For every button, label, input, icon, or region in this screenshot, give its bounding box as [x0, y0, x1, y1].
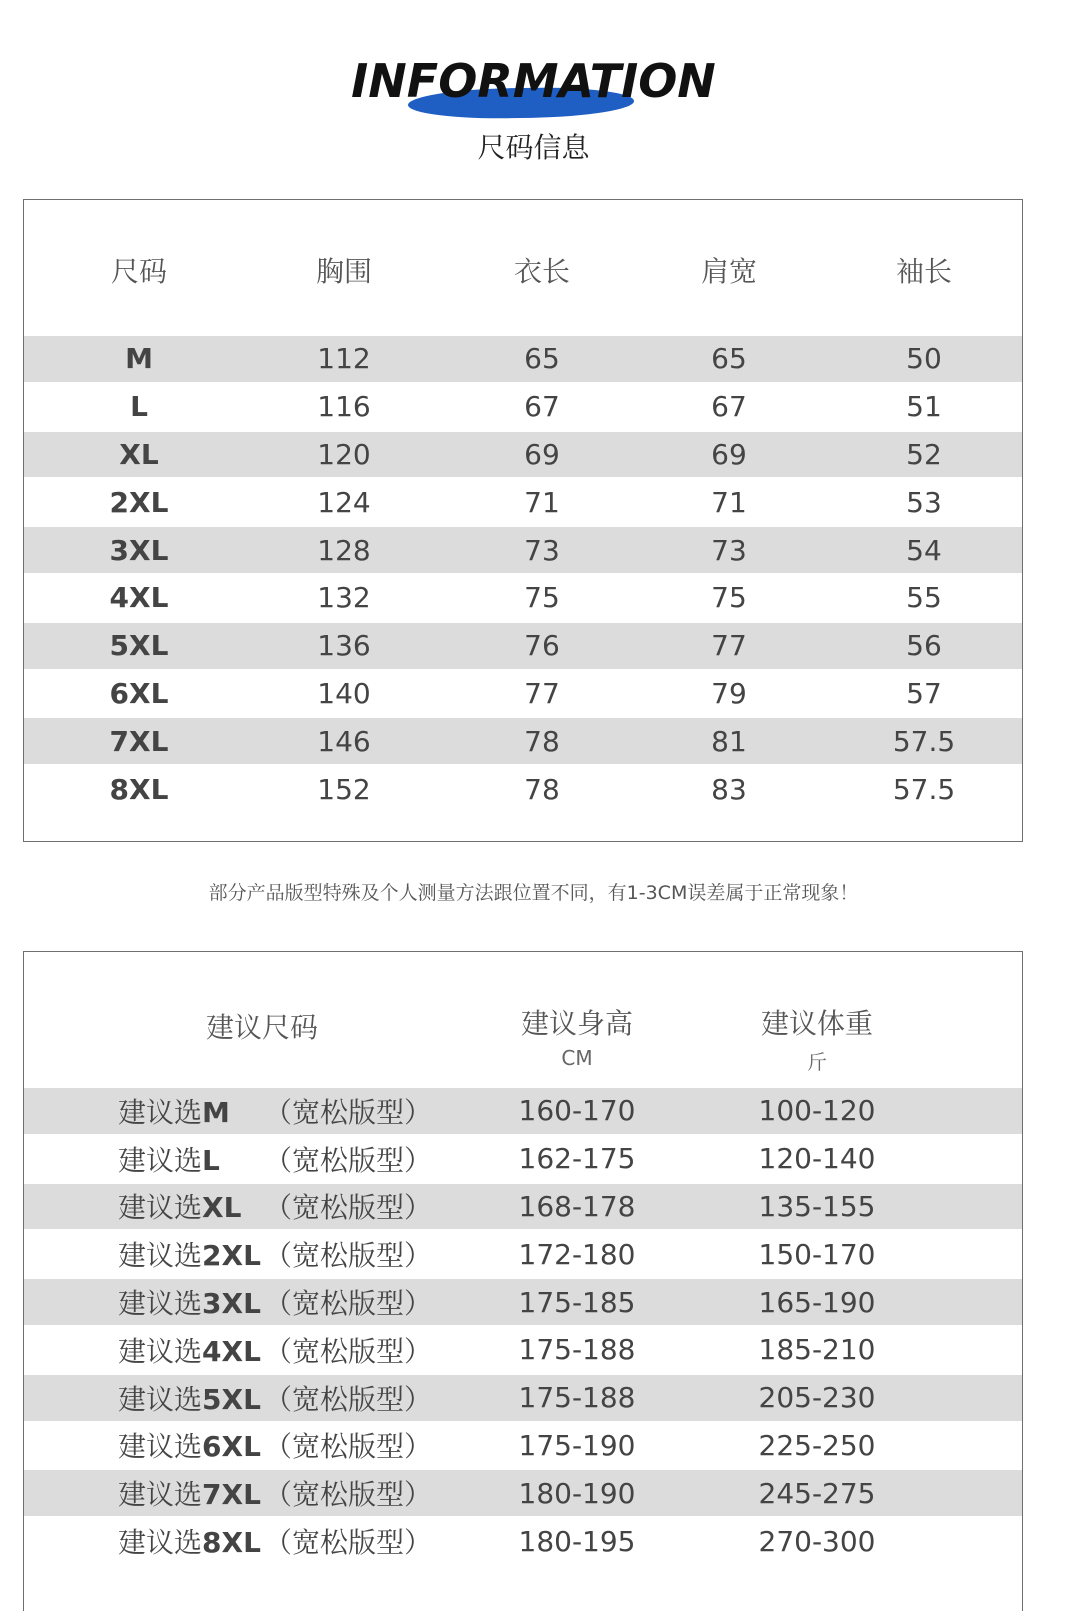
recommend-size-cell — [118, 1425, 438, 1465]
table-row — [24, 479, 1022, 525]
table-cell: 65 — [524, 342, 560, 376]
table-cell: M — [125, 342, 153, 376]
table-row — [24, 1423, 1022, 1469]
recommend-fit-type: （宽松版型） — [264, 1478, 433, 1512]
column-header: 胸围 — [315, 255, 372, 288]
recommend-weight-cell: 205-230 — [758, 1381, 876, 1415]
recommend-height-cell: 162-175 — [518, 1142, 636, 1176]
recommend-height-cell: 180-195 — [518, 1524, 636, 1558]
recommend-size-prefix — [118, 1521, 264, 1561]
column-header — [457, 1002, 697, 1070]
table-cell: 57 — [906, 676, 942, 710]
recommend-size-cell — [118, 1186, 438, 1226]
table-cell: 128 — [317, 533, 371, 567]
table-cell: L — [130, 390, 148, 424]
table-cell: 67 — [524, 390, 560, 424]
size-table — [23, 199, 1023, 842]
recommend-weight-cell: 100-120 — [758, 1094, 876, 1128]
table-cell: 57.5 — [892, 772, 956, 806]
table-cell: 112 — [317, 342, 371, 376]
recommend-weight-cell: 225-250 — [758, 1428, 876, 1462]
recommend-size-prefix — [118, 1425, 264, 1465]
recommend-prefix-text: 建议选 — [118, 1334, 203, 1368]
table-row — [24, 1136, 1022, 1182]
column-header-label: 建议身高 — [520, 1007, 633, 1040]
recommend-size-value: 4XL — [202, 1334, 261, 1368]
table-cell: 124 — [317, 485, 371, 519]
recommend-table-header — [24, 972, 1022, 1082]
recommend-fit-type: （宽松版型） — [264, 1095, 433, 1129]
table-cell: 53 — [906, 485, 942, 519]
recommend-size-value: 6XL — [202, 1430, 261, 1464]
recommend-prefix-text: 建议选 — [118, 1478, 203, 1512]
recommend-size-prefix — [118, 1378, 264, 1418]
recommend-fit-type: （宽松版型） — [264, 1239, 433, 1273]
column-unit: 斤 — [807, 1050, 827, 1074]
table-row — [24, 384, 1022, 430]
recommend-size-prefix — [118, 1091, 264, 1131]
recommend-size-prefix — [118, 1234, 264, 1274]
recommend-size-value: L — [202, 1143, 220, 1177]
table-cell: 132 — [317, 581, 371, 615]
recommend-size-prefix — [118, 1282, 264, 1322]
table-cell: 75 — [711, 581, 747, 615]
recommend-weight-cell: 120-140 — [758, 1142, 876, 1176]
table-cell: 55 — [906, 581, 942, 615]
recommend-size-value: 7XL — [202, 1478, 261, 1512]
recommend-size-cell — [118, 1378, 438, 1418]
table-cell: 7XL — [109, 724, 169, 758]
table-cell: 79 — [711, 676, 747, 710]
recommend-size-cell — [118, 1091, 438, 1131]
table-row — [24, 1088, 1022, 1134]
size-table-header — [24, 220, 1022, 320]
table-row — [24, 766, 1022, 812]
table-cell: 56 — [906, 629, 942, 663]
recommend-size-prefix — [118, 1330, 264, 1370]
table-cell: 50 — [906, 342, 942, 376]
table-cell: 120 — [317, 437, 371, 471]
recommend-fit-type: （宽松版型） — [264, 1334, 433, 1368]
recommend-height-cell: 160-170 — [518, 1094, 636, 1128]
recommend-weight-cell: 270-300 — [758, 1524, 876, 1558]
table-row — [24, 718, 1022, 764]
table-cell: 76 — [524, 629, 560, 663]
table-row — [24, 336, 1022, 382]
page-title: INFORMATION — [351, 54, 716, 108]
recommend-prefix-text: 建议选 — [118, 1095, 203, 1129]
table-cell: 73 — [711, 533, 747, 567]
column-header-label: 建议尺码 — [205, 1011, 318, 1044]
column-unit: CM — [561, 1046, 593, 1070]
table-cell: 81 — [711, 724, 747, 758]
recommend-prefix-text: 建议选 — [118, 1287, 203, 1321]
table-row — [24, 623, 1022, 669]
recommend-prefix-text: 建议选 — [118, 1382, 203, 1416]
recommend-weight-cell: 245-275 — [758, 1476, 876, 1510]
table-cell: 2XL — [109, 485, 169, 519]
recommend-height-cell: 175-188 — [518, 1381, 636, 1415]
table-cell: 54 — [906, 533, 942, 567]
recommend-prefix-text: 建议选 — [118, 1143, 203, 1177]
table-cell: 75 — [524, 581, 560, 615]
table-cell: 5XL — [109, 629, 169, 663]
table-row — [24, 1470, 1022, 1516]
recommend-fit-type: （宽松版型） — [264, 1526, 433, 1560]
table-cell: 78 — [524, 772, 560, 806]
table-cell: 116 — [317, 390, 371, 424]
recommend-prefix-text: 建议选 — [118, 1239, 203, 1273]
table-row — [24, 1231, 1022, 1277]
recommend-size-prefix — [118, 1473, 264, 1513]
table-cell: XL — [119, 437, 159, 471]
recommend-size-value: 5XL — [202, 1382, 261, 1416]
recommend-height-cell: 180-190 — [518, 1476, 636, 1510]
column-header: 肩宽 — [700, 255, 757, 288]
recommend-fit-type: （宽松版型） — [264, 1287, 433, 1321]
table-cell: 136 — [317, 629, 371, 663]
table-cell: 73 — [524, 533, 560, 567]
recommend-size-value: 2XL — [202, 1239, 261, 1273]
recommend-size-prefix — [118, 1139, 264, 1179]
recommend-fit-type: （宽松版型） — [264, 1143, 433, 1177]
table-cell: 146 — [317, 724, 371, 758]
table-row — [24, 575, 1022, 621]
recommend-size-prefix — [118, 1186, 264, 1226]
table-cell: 6XL — [109, 676, 169, 710]
recommend-size-value: 3XL — [202, 1287, 261, 1321]
recommend-height-cell: 175-190 — [518, 1428, 636, 1462]
recommend-size-cell — [118, 1521, 438, 1561]
recommend-weight-cell: 150-170 — [758, 1237, 876, 1271]
table-cell: 3XL — [109, 533, 169, 567]
recommend-size-cell — [118, 1473, 438, 1513]
column-header: 衣长 — [513, 255, 570, 288]
table-cell: 71 — [524, 485, 560, 519]
recommend-prefix-text: 建议选 — [118, 1526, 203, 1560]
table-row — [24, 671, 1022, 717]
recommend-fit-type: （宽松版型） — [264, 1430, 433, 1464]
recommend-height-cell: 175-185 — [518, 1285, 636, 1319]
table-cell: 140 — [317, 676, 371, 710]
table-row — [24, 1327, 1022, 1373]
recommend-weight-cell: 185-210 — [758, 1333, 876, 1367]
column-header — [142, 1006, 382, 1046]
recommend-weight-cell: 165-190 — [758, 1285, 876, 1319]
table-cell: 8XL — [109, 772, 169, 806]
recommend-size-value: M — [202, 1095, 230, 1129]
column-header: 袖长 — [895, 255, 952, 288]
table-cell: 77 — [711, 629, 747, 663]
table-cell: 69 — [711, 437, 747, 471]
table-cell: 4XL — [109, 581, 169, 615]
measurement-note: 部分产品版型特殊及个人测量方法跟位置不同，有1-3CM误差属于正常现象！ — [208, 882, 859, 904]
table-row — [24, 1375, 1022, 1421]
table-row — [24, 432, 1022, 478]
page-subtitle: 尺码信息 — [477, 131, 590, 164]
table-cell: 65 — [711, 342, 747, 376]
recommend-weight-cell: 135-155 — [758, 1189, 876, 1223]
recommend-prefix-text: 建议选 — [118, 1430, 203, 1464]
table-cell: 77 — [524, 676, 560, 710]
recommend-size-value: XL — [202, 1191, 242, 1225]
column-header — [697, 1002, 937, 1075]
recommend-size-cell — [118, 1330, 438, 1370]
column-header: 尺码 — [110, 255, 167, 288]
table-cell: 67 — [711, 390, 747, 424]
recommend-fit-type: （宽松版型） — [264, 1191, 433, 1225]
recommend-size-cell — [118, 1139, 438, 1179]
table-cell: 83 — [711, 772, 747, 806]
table-row — [24, 1279, 1022, 1325]
recommend-prefix-text: 建议选 — [118, 1191, 203, 1225]
table-cell: 152 — [317, 772, 371, 806]
recommend-size-cell — [118, 1234, 438, 1274]
table-row — [24, 527, 1022, 573]
table-cell: 52 — [906, 437, 942, 471]
table-cell: 71 — [711, 485, 747, 519]
recommend-size-cell — [118, 1282, 438, 1322]
table-cell: 51 — [906, 390, 942, 424]
column-header-label: 建议体重 — [760, 1007, 873, 1040]
recommend-fit-type: （宽松版型） — [264, 1382, 433, 1416]
table-row — [24, 1184, 1022, 1230]
table-row — [24, 1518, 1022, 1564]
recommend-height-cell: 175-188 — [518, 1333, 636, 1367]
recommend-size-value: 8XL — [202, 1526, 261, 1560]
recommend-table — [23, 951, 1023, 1611]
page-header — [0, 0, 1067, 190]
table-cell: 78 — [524, 724, 560, 758]
table-cell: 69 — [524, 437, 560, 471]
recommend-height-cell: 168-178 — [518, 1189, 636, 1223]
table-cell: 57.5 — [892, 724, 956, 758]
recommend-height-cell: 172-180 — [518, 1237, 636, 1271]
